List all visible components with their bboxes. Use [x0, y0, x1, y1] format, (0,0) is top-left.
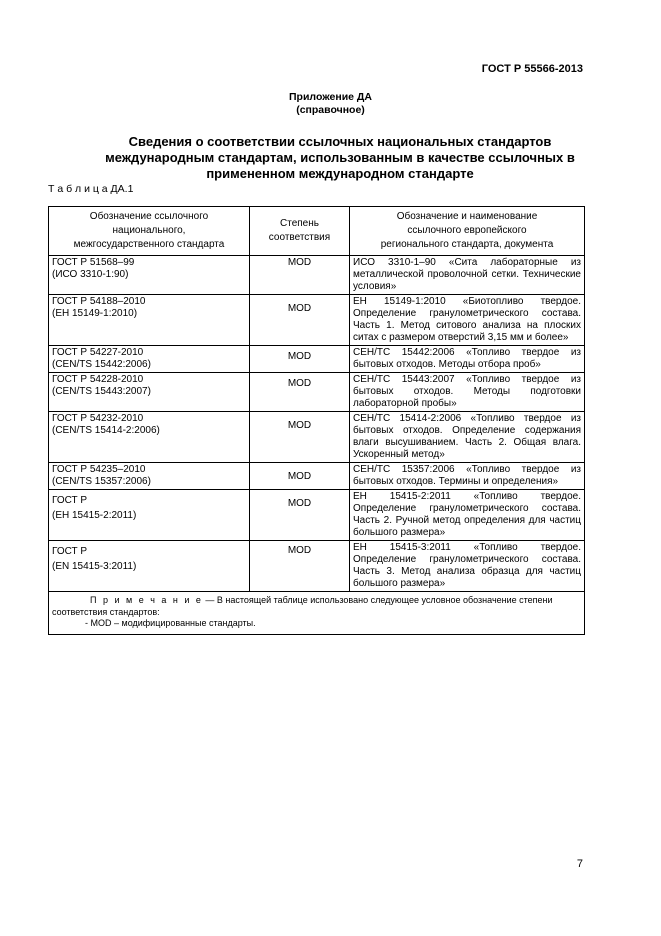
- national-standard-cell: ГОСТ Р 54232-2010 (CEN/TS 15414-2:2006): [49, 412, 250, 463]
- national-standard-cell: ГОСТ Р (ЕН 15415-2:2011): [49, 490, 250, 541]
- reference-standard-cell: СЕН/ТС 15357:2006 «Топливо твердое из бытовых отходов. Термины и определения»: [350, 463, 585, 490]
- degree-cell: MOD: [250, 295, 350, 346]
- reference-standard-cell: СЕН/ТС 15414-2:2006 «Топливо твердое из бытовых отходов. Определение содержания влаги высушиванием. Часть 2. Общая влага. Ускоренный метод»: [350, 412, 585, 463]
- table-row: [49, 412, 585, 463]
- table-row: [49, 256, 585, 295]
- column-header-national: Обозначение ссылочного национального, межгосударственного стандарта: [49, 207, 250, 256]
- annex-title: Приложение ДА: [289, 91, 372, 103]
- table-row: [49, 541, 585, 592]
- table-row: [49, 463, 585, 490]
- table-row: [49, 373, 585, 412]
- degree-cell: MOD: [250, 541, 350, 592]
- table-header-row: [49, 207, 585, 256]
- national-standard-cell: ГОСТ Р 51568–99 (ИСО 3310-1:90): [49, 256, 250, 295]
- national-standard-cell: ГОСТ Р 54227-2010 (CEN/TS 15442:2006): [49, 346, 250, 373]
- table-note-row: [49, 592, 585, 635]
- reference-standard-cell: СЕН/ТС 15442:2006 «Топливо твердое из бытовых отходов. Методы отбора проб»: [350, 346, 585, 373]
- table-label: Т а б л и ц а ДА.1: [48, 183, 134, 195]
- national-standard-cell: ГОСТ Р 54188–2010 (ЕН 15149-1:2010): [49, 295, 250, 346]
- annex-subtitle: (справочное): [296, 104, 365, 116]
- note-lead: П р и м е ч а н и е: [90, 595, 203, 605]
- national-standard-cell: ГОСТ Р (EN 15415-3:2011): [49, 541, 250, 592]
- annex-heading: [0, 91, 661, 117]
- document-code: ГОСТ Р 55566-2013: [481, 63, 583, 75]
- table-row: [49, 346, 585, 373]
- note-item: - MOD – модифицированные стандарты.: [85, 618, 256, 628]
- degree-cell: MOD: [250, 490, 350, 541]
- national-standard-cell: ГОСТ Р 54228-2010 (CEN/TS 15443:2007): [49, 373, 250, 412]
- note-text: — В настоящей таблице использовано следующее условное обозначение степени соответствия стандартов:: [52, 595, 553, 617]
- degree-cell: MOD: [250, 412, 350, 463]
- page-number: 7: [576, 858, 583, 870]
- reference-standard-cell: ЕН 15415-2:2011 «Топливо твердое. Определение гранулометрического состава. Часть 2. Ручной метод определения для частиц большого размера»: [350, 490, 585, 541]
- reference-standard-cell: ЕН 15415-3:2011 «Топливо твердое. Определение гранулометрического состава. Часть 3. Метод анализа образца для частиц большого размера»: [350, 541, 585, 592]
- column-header-reference: Обозначение и наименование ссылочного европейского регионального стандарта, документа: [350, 207, 585, 256]
- degree-cell: MOD: [250, 346, 350, 373]
- national-standard-cell: ГОСТ Р 54235–2010 (CEN/TS 15357:2006): [49, 463, 250, 490]
- reference-standard-cell: ЕН 15149-1:2010 «Биотопливо твердое. Определение гранулометрического состава. Часть 1. Метод ситового анализа на плоских ситах с размером отверстий 3,15 мм и более»: [350, 295, 585, 346]
- table-note: [49, 592, 585, 635]
- correspondence-table: [48, 206, 585, 635]
- column-header-degree: Степень соответствия: [250, 207, 350, 256]
- reference-standard-cell: ИСО 3310-1–90 «Сита лабораторные из металлической проволочной сетки. Технические условия»: [350, 256, 585, 295]
- reference-standard-cell: СЕН/ТС 15443:2007 «Топливо твердое из бытовых отходов. Методы подготовки лабораторной пробы»: [350, 373, 585, 412]
- degree-cell: MOD: [250, 256, 350, 295]
- table-row: [49, 490, 585, 541]
- degree-cell: MOD: [250, 373, 350, 412]
- table-row: [49, 295, 585, 346]
- section-heading: Сведения о соответствии ссылочных национальных стандартов международным стандартам, использованным в качестве ссылочных в примененном международном стандарте: [105, 134, 575, 181]
- degree-cell: MOD: [250, 463, 350, 490]
